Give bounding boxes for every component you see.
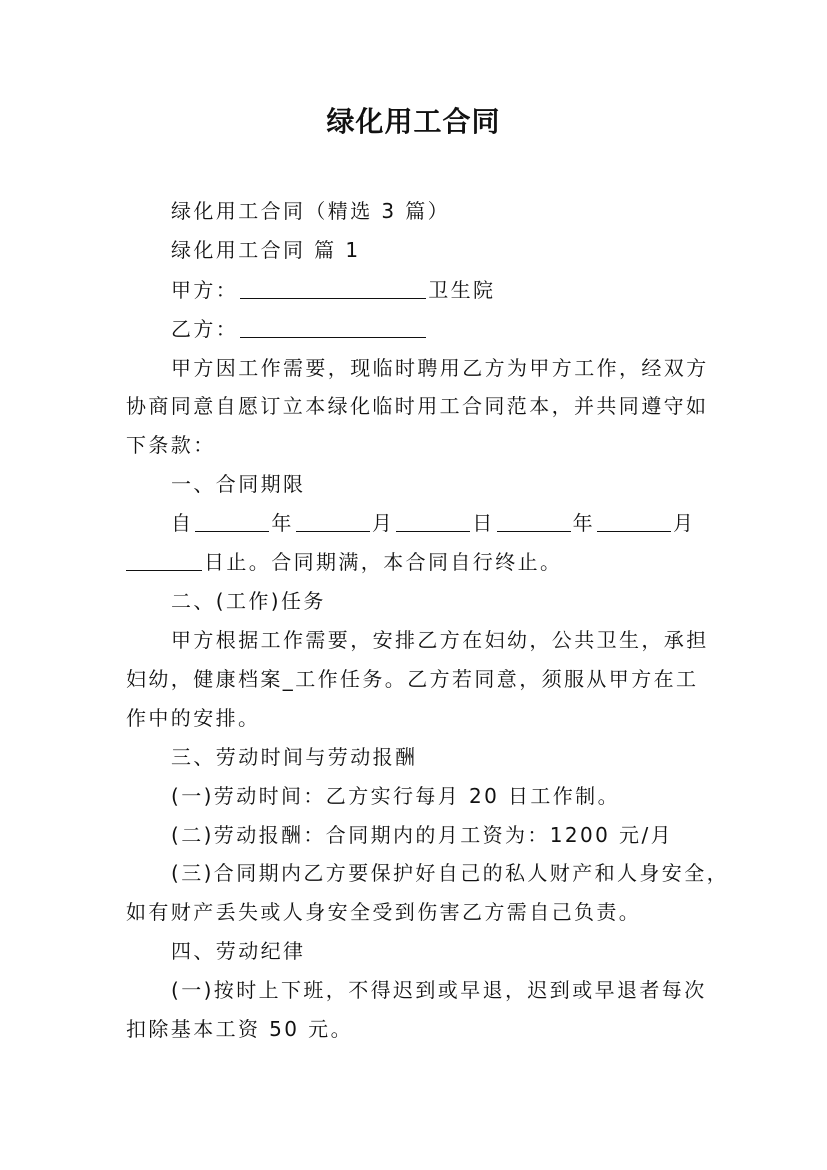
party-a-suffix: 卫生院 <box>428 278 496 302</box>
term-month: 月 <box>371 511 395 535</box>
term-end: 日止。合同期满，本合同自行终止。 <box>204 550 563 574</box>
section1-heading: 一、合同期限 <box>171 472 306 496</box>
item3-3-line-2: 如有财产丢失或人身安全受到伤害乙方需自己负责。 <box>126 900 642 924</box>
term-blank-6 <box>126 550 202 571</box>
item4-1-line-2: 扣除基本工资 50 元。 <box>126 1017 353 1041</box>
term-month2: 月 <box>673 511 696 535</box>
document-title: 绿化用工合同 <box>326 105 501 138</box>
document-subtitle: 绿化用工合同（精选 3 篇） <box>171 199 451 223</box>
intro-line-3: 下条款： <box>126 433 216 457</box>
party-b-blank <box>240 317 426 338</box>
section2-heading: 二、(工作)任务 <box>171 589 326 613</box>
item3-2: (二)劳动报酬：合同期内的月工资为：1200 元/月 <box>171 823 673 847</box>
intro-line-1: 甲方因工作需要，现临时聘用乙方为甲方工作，经双方 <box>171 356 709 380</box>
term-blank-5 <box>597 511 671 532</box>
party-a-blank <box>240 278 426 299</box>
term-blank-2 <box>296 511 370 532</box>
term-blank-1 <box>195 511 269 532</box>
term-line-2 <box>126 548 562 576</box>
item3-1: (一)劳动时间：乙方实行每月 20 日工作制。 <box>171 784 620 808</box>
term-line-1 <box>171 509 695 537</box>
party-a-line <box>171 276 495 304</box>
task-line-3: 作中的安排。 <box>126 706 261 730</box>
section3-heading: 三、劳动时间与劳动报酬 <box>171 745 418 769</box>
party-b-line <box>171 315 428 343</box>
term-from: 自 <box>171 511 194 535</box>
party-b-label: 乙方： <box>171 317 239 341</box>
section4-heading: 四、劳动纪律 <box>171 939 306 963</box>
task-line-2: 妇幼，健康档案_工作任务。乙方若同意，须服从甲方在工 <box>126 667 699 691</box>
item3-3-line-1: (三)合同期内乙方要保护好自己的私人财产和人身安全， <box>171 861 730 885</box>
term-day: 日 <box>472 511 495 535</box>
intro-line-2: 协商同意自愿订立本绿化临时用工合同范本，并共同遵守如 <box>126 394 709 418</box>
term-blank-4 <box>497 511 571 532</box>
term-blank-3 <box>396 511 470 532</box>
piece-heading: 绿化用工合同 篇 1 <box>171 238 361 262</box>
task-line-1: 甲方根据工作需要，安排乙方在妇幼，公共卫生，承担 <box>171 628 709 652</box>
item4-1-line-1: (一)按时上下班，不得迟到或早退，迟到或早退者每次 <box>171 978 707 1002</box>
party-a-label: 甲方： <box>171 278 239 302</box>
term-year2: 年 <box>572 511 596 535</box>
term-year: 年 <box>271 511 294 535</box>
